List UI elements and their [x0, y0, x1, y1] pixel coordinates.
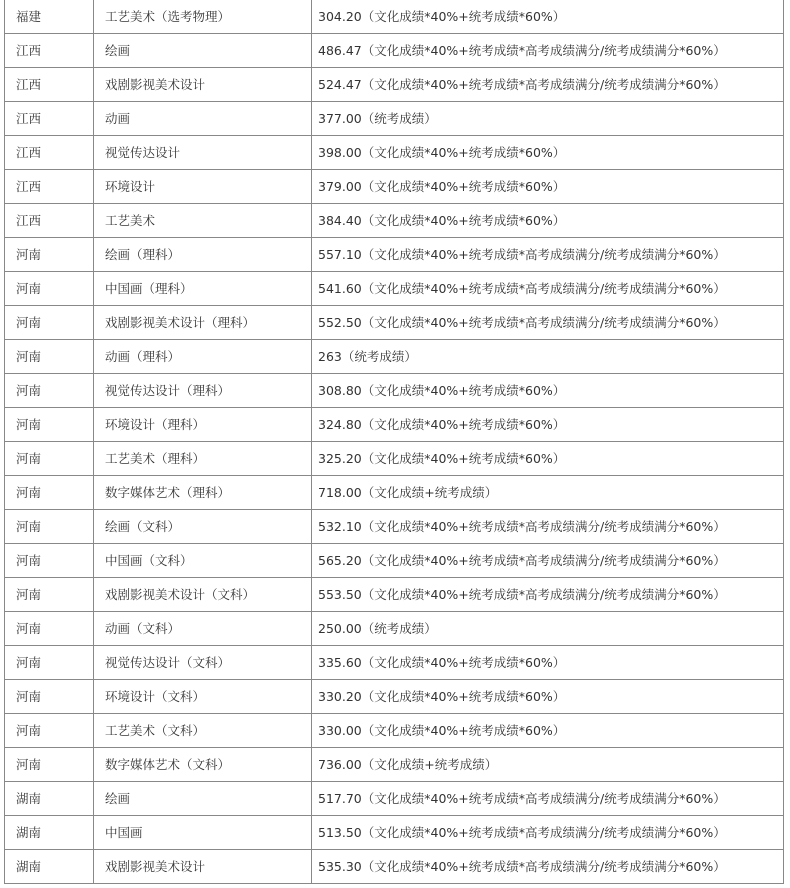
admission-score-table	[4, 0, 784, 884]
table-row	[5, 68, 784, 102]
table-row	[5, 612, 784, 646]
province-cell: 河南	[5, 306, 94, 340]
score-cell: 330.20（文化成绩*40%+统考成绩*60%）	[312, 680, 784, 714]
province-cell: 湖南	[5, 816, 94, 850]
table-row	[5, 306, 784, 340]
major-cell: 绘画	[94, 782, 312, 816]
major-cell: 工艺美术（文科）	[94, 714, 312, 748]
major-cell: 数字媒体艺术（文科）	[94, 748, 312, 782]
score-table-body	[5, 0, 784, 884]
score-cell: 532.10（文化成绩*40%+统考成绩*高考成绩满分/统考成绩满分*60%）	[312, 510, 784, 544]
major-cell: 视觉传达设计（理科）	[94, 374, 312, 408]
score-cell: 379.00（文化成绩*40%+统考成绩*60%）	[312, 170, 784, 204]
table-row	[5, 714, 784, 748]
major-cell: 绘画（文科）	[94, 510, 312, 544]
score-cell: 330.00（文化成绩*40%+统考成绩*60%）	[312, 714, 784, 748]
province-cell: 河南	[5, 340, 94, 374]
score-cell: 517.70（文化成绩*40%+统考成绩*高考成绩满分/统考成绩满分*60%）	[312, 782, 784, 816]
score-cell: 718.00（文化成绩+统考成绩）	[312, 476, 784, 510]
table-row	[5, 442, 784, 476]
score-cell: 513.50（文化成绩*40%+统考成绩*高考成绩满分/统考成绩满分*60%）	[312, 816, 784, 850]
table-row	[5, 204, 784, 238]
major-cell: 数字媒体艺术（理科）	[94, 476, 312, 510]
major-cell: 绘画	[94, 34, 312, 68]
score-cell: 325.20（文化成绩*40%+统考成绩*60%）	[312, 442, 784, 476]
major-cell: 工艺美术（理科）	[94, 442, 312, 476]
table-row	[5, 646, 784, 680]
table-row	[5, 544, 784, 578]
table-row	[5, 816, 784, 850]
province-cell: 河南	[5, 238, 94, 272]
table-row	[5, 374, 784, 408]
major-cell: 环境设计（文科）	[94, 680, 312, 714]
province-cell: 江西	[5, 102, 94, 136]
score-cell: 557.10（文化成绩*40%+统考成绩*高考成绩满分/统考成绩满分*60%）	[312, 238, 784, 272]
table-row	[5, 476, 784, 510]
table-row	[5, 340, 784, 374]
province-cell: 河南	[5, 646, 94, 680]
province-cell: 江西	[5, 136, 94, 170]
major-cell: 视觉传达设计	[94, 136, 312, 170]
score-cell: 308.80（文化成绩*40%+统考成绩*60%）	[312, 374, 784, 408]
province-cell: 河南	[5, 442, 94, 476]
major-cell: 工艺美术	[94, 204, 312, 238]
province-cell: 河南	[5, 272, 94, 306]
score-cell: 377.00（统考成绩）	[312, 102, 784, 136]
score-cell: 553.50（文化成绩*40%+统考成绩*高考成绩满分/统考成绩满分*60%）	[312, 578, 784, 612]
major-cell: 中国画（理科）	[94, 272, 312, 306]
province-cell: 河南	[5, 544, 94, 578]
score-cell: 541.60（文化成绩*40%+统考成绩*高考成绩满分/统考成绩满分*60%）	[312, 272, 784, 306]
score-cell: 736.00（文化成绩+统考成绩）	[312, 748, 784, 782]
table-row	[5, 408, 784, 442]
province-cell: 河南	[5, 408, 94, 442]
score-cell: 335.60（文化成绩*40%+统考成绩*60%）	[312, 646, 784, 680]
table-row	[5, 136, 784, 170]
province-cell: 福建	[5, 0, 94, 34]
score-cell: 304.20（文化成绩*40%+统考成绩*60%）	[312, 0, 784, 34]
province-cell: 湖南	[5, 850, 94, 884]
major-cell: 动画（文科）	[94, 612, 312, 646]
table-row	[5, 748, 784, 782]
table-row	[5, 510, 784, 544]
major-cell: 环境设计	[94, 170, 312, 204]
score-cell: 398.00（文化成绩*40%+统考成绩*60%）	[312, 136, 784, 170]
major-cell: 绘画（理科）	[94, 238, 312, 272]
score-cell: 486.47（文化成绩*40%+统考成绩*高考成绩满分/统考成绩满分*60%）	[312, 34, 784, 68]
score-cell: 384.40（文化成绩*40%+统考成绩*60%）	[312, 204, 784, 238]
table-row	[5, 850, 784, 884]
table-row	[5, 0, 784, 34]
score-cell: 565.20（文化成绩*40%+统考成绩*高考成绩满分/统考成绩满分*60%）	[312, 544, 784, 578]
score-cell: 250.00（统考成绩）	[312, 612, 784, 646]
table-row	[5, 680, 784, 714]
table-row	[5, 102, 784, 136]
major-cell: 动画	[94, 102, 312, 136]
table-row	[5, 170, 784, 204]
province-cell: 河南	[5, 510, 94, 544]
major-cell: 动画（理科）	[94, 340, 312, 374]
province-cell: 湖南	[5, 782, 94, 816]
province-cell: 江西	[5, 68, 94, 102]
major-cell: 中国画	[94, 816, 312, 850]
province-cell: 河南	[5, 612, 94, 646]
province-cell: 河南	[5, 748, 94, 782]
major-cell: 中国画（文科）	[94, 544, 312, 578]
score-cell: 535.30（文化成绩*40%+统考成绩*高考成绩满分/统考成绩满分*60%）	[312, 850, 784, 884]
province-cell: 河南	[5, 476, 94, 510]
province-cell: 江西	[5, 34, 94, 68]
major-cell: 戏剧影视美术设计	[94, 850, 312, 884]
province-cell: 河南	[5, 578, 94, 612]
table-row	[5, 272, 784, 306]
score-cell: 263（统考成绩）	[312, 340, 784, 374]
major-cell: 环境设计（理科）	[94, 408, 312, 442]
score-cell: 552.50（文化成绩*40%+统考成绩*高考成绩满分/统考成绩满分*60%）	[312, 306, 784, 340]
major-cell: 戏剧影视美术设计（理科）	[94, 306, 312, 340]
table-row	[5, 238, 784, 272]
major-cell: 视觉传达设计（文科）	[94, 646, 312, 680]
province-cell: 江西	[5, 170, 94, 204]
province-cell: 河南	[5, 374, 94, 408]
major-cell: 戏剧影视美术设计	[94, 68, 312, 102]
table-row	[5, 578, 784, 612]
province-cell: 河南	[5, 680, 94, 714]
table-row	[5, 34, 784, 68]
province-cell: 河南	[5, 714, 94, 748]
major-cell: 戏剧影视美术设计（文科）	[94, 578, 312, 612]
province-cell: 江西	[5, 204, 94, 238]
score-cell: 524.47（文化成绩*40%+统考成绩*高考成绩满分/统考成绩满分*60%）	[312, 68, 784, 102]
table-row	[5, 782, 784, 816]
score-cell: 324.80（文化成绩*40%+统考成绩*60%）	[312, 408, 784, 442]
major-cell: 工艺美术（选考物理）	[94, 0, 312, 34]
